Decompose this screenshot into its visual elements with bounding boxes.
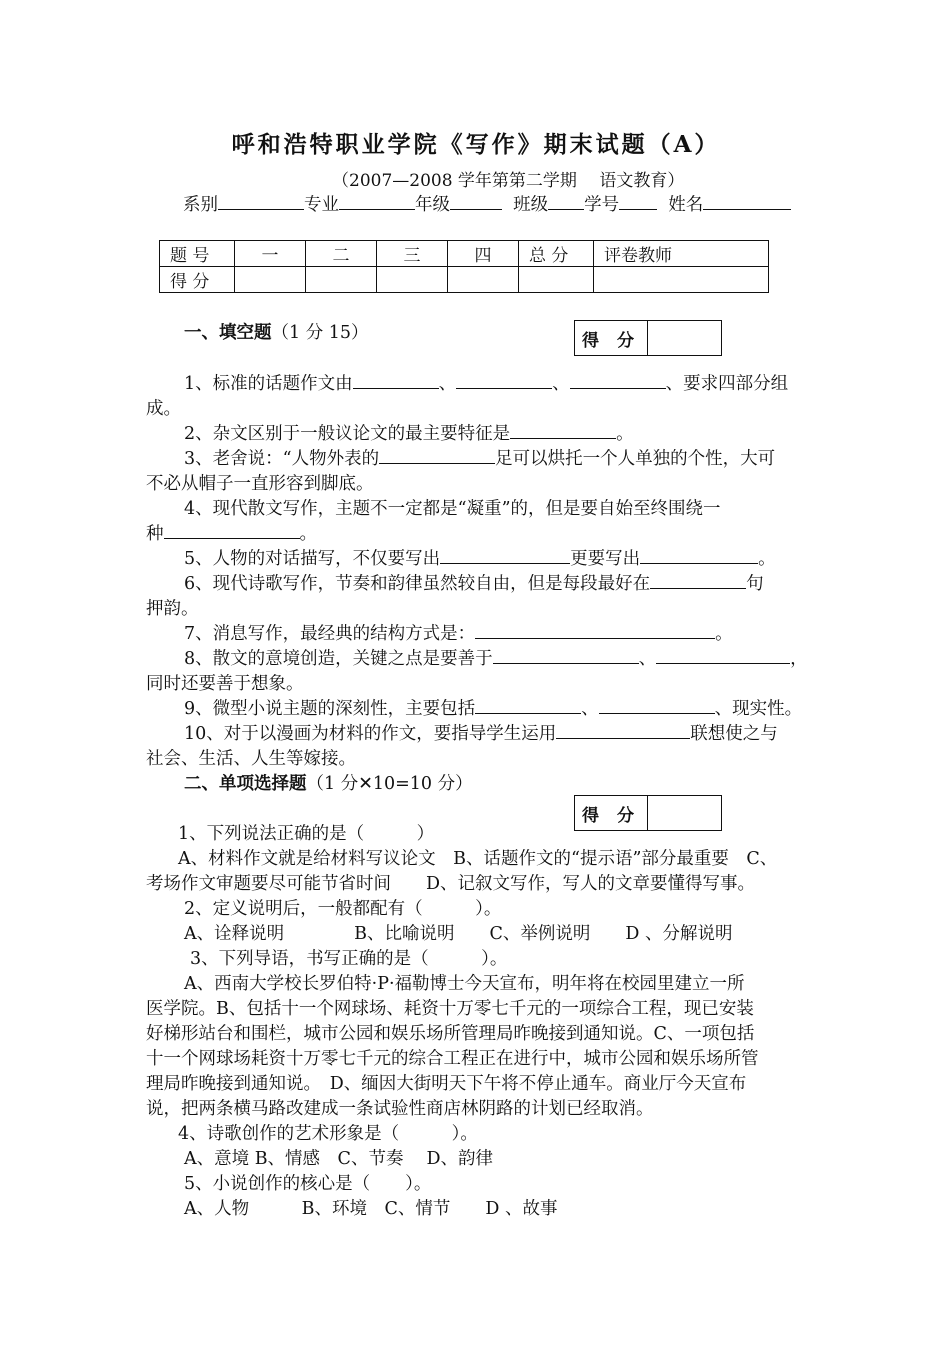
answer-blank[interactable] <box>640 545 758 564</box>
choice-q3-line: 理局昨晚接到通知说。 D、缅因大街明天下午将不停止通车。商业厅今天宣布 <box>146 1074 747 1094</box>
q8-text: 8、散文的意境创造，关键之点是要善于 <box>184 649 493 669</box>
q7-text: 7、消息写作，最经典的结构方式是： <box>184 624 476 644</box>
q1-sep: 、 <box>438 374 457 394</box>
answer-blank[interactable] <box>656 645 790 664</box>
fill-q7 <box>184 620 733 645</box>
fill-q4: 4、现代散文写作，主题不一定都是“凝重”的，但是要自始至终围绕一 <box>184 499 721 519</box>
sid-label: 学号 <box>584 195 620 215</box>
q1-text: 、要求四部分组 <box>665 374 789 394</box>
header-cell: 总 分 <box>519 241 594 267</box>
q1-text: 1、标准的话题作文由 <box>184 374 353 394</box>
score-cell[interactable] <box>306 267 377 293</box>
header-cell: 评卷教师 <box>594 241 769 267</box>
q10-text: 10、对于以漫画为材料的作文，要指导学生运用 <box>184 724 557 744</box>
answer-blank[interactable] <box>475 695 581 714</box>
q8-sep: ， <box>790 649 808 669</box>
answer-blank[interactable] <box>353 370 439 389</box>
header-cell: 二 <box>306 241 377 267</box>
section2-title: 二、单项选择题 <box>184 774 307 794</box>
q7-end: 。 <box>715 624 733 644</box>
q10-text: 联想使之与 <box>690 724 778 744</box>
q8-sep: 、 <box>638 649 657 669</box>
header-cell: 题 号 <box>160 241 235 267</box>
fill-q6 <box>184 570 764 595</box>
fill-q8 <box>184 645 808 670</box>
fill-q9 <box>184 695 802 720</box>
section1-heading <box>184 319 369 344</box>
header-cell: 四 <box>448 241 519 267</box>
choice-q3-line: 十一个网球场耗资十万零七千元的综合工程正在进行中，城市公园和娱乐场所管 <box>146 1049 759 1069</box>
score-cell[interactable] <box>377 267 448 293</box>
q3-text: 足可以烘托一个人单独的个性，大可 <box>495 449 776 469</box>
score-table-row <box>160 267 769 293</box>
section1-note: （1 分 15） <box>271 323 369 343</box>
choice-q5: 5、小说创作的核心是（ ）。 <box>184 1174 432 1194</box>
q2-end: 。 <box>616 424 634 444</box>
choice-q4-options: A、意境 B、情感 C、节奏 D、韵律 <box>184 1149 494 1169</box>
choice-q3-line: 说，把两条横马路改建成一条试验性商店林阴路的计划已经取消。 <box>146 1099 654 1119</box>
q1-sep: 、 <box>552 374 570 394</box>
major-label: 专业 <box>304 195 339 215</box>
choice-q4: 4、诗歌创作的艺术形象是（ ）。 <box>178 1124 478 1144</box>
header-cell: 三 <box>377 241 448 267</box>
score-cell[interactable] <box>519 267 594 293</box>
choice-q3-line: A、西南大学校长罗伯特·P·福勒博士今天宣布，明年将在校园里建立一所 <box>184 974 745 994</box>
answer-blank[interactable] <box>379 445 495 464</box>
dept-field[interactable] <box>218 191 304 210</box>
fill-q2 <box>184 420 634 445</box>
score-table <box>159 240 769 293</box>
fill-q1-cont: 成。 <box>146 399 181 419</box>
section1-score-box <box>574 320 722 356</box>
header-cell: 一 <box>235 241 306 267</box>
score-box-label: 得 分 <box>575 796 648 830</box>
answer-blank[interactable] <box>599 695 715 714</box>
answer-blank[interactable] <box>440 545 570 564</box>
score-box-field[interactable] <box>648 321 721 355</box>
q9-sep: 、 <box>581 699 599 719</box>
section1-title: 一、填空题 <box>184 323 272 343</box>
row-label: 得 分 <box>160 267 235 293</box>
exam-subtitle: （2007—2008 学年第第二学期 语文教育） <box>332 171 685 191</box>
answer-blank[interactable] <box>475 620 715 639</box>
fill-q10-cont: 社会、生活、人生等嫁接。 <box>146 749 356 769</box>
class-label: 班级 <box>513 195 549 215</box>
choice-q2: 2、定义说明后，一般都配有（ ）。 <box>184 899 502 919</box>
q2-text: 2、杂文区别于一般议论文的最主要特征是 <box>184 424 511 444</box>
grade-field[interactable] <box>450 191 502 210</box>
exam-title: 呼和浩特职业学院《写作》期末试题（A） <box>231 131 721 158</box>
choice-q3: 3、下列导语，书写正确的是（ ）。 <box>190 949 508 969</box>
q6-text: 6、现代诗歌写作，节奏和韵律虽然较自由，但是每段最好在 <box>184 574 651 594</box>
q4-end: 。 <box>299 524 317 544</box>
score-box-label: 得 分 <box>575 321 648 355</box>
q5-end: 。 <box>758 549 776 569</box>
score-table-header <box>160 241 769 267</box>
score-cell[interactable] <box>235 267 306 293</box>
student-info-row <box>183 191 791 216</box>
answer-blank[interactable] <box>650 570 746 589</box>
section2-score-box <box>574 795 722 831</box>
grade-label: 年级 <box>415 195 450 215</box>
major-field[interactable] <box>339 191 415 210</box>
q5-text: 更要写出 <box>570 549 641 569</box>
name-field[interactable] <box>703 191 791 210</box>
fill-q5 <box>184 545 776 570</box>
choice-q3-line: 医学院。B、包括十一个网球场、耗资十万零七千元的一项综合工程，现已安装 <box>146 999 754 1019</box>
fill-q3 <box>184 445 775 470</box>
score-cell[interactable] <box>594 267 769 293</box>
score-cell[interactable] <box>448 267 519 293</box>
q3-text: 3、老舍说：“人物外表的 <box>184 449 380 469</box>
class-field[interactable] <box>548 191 584 210</box>
answer-blank[interactable] <box>570 370 666 389</box>
answer-blank[interactable] <box>164 520 300 539</box>
answer-blank[interactable] <box>493 645 639 664</box>
choice-q1: 1、下列说法正确的是（ ） <box>178 824 435 844</box>
score-box-field[interactable] <box>648 796 721 830</box>
q6-text: 句 <box>746 574 764 594</box>
q9-text: 、现实性。 <box>714 699 803 719</box>
choice-q1-options: A、材料作文就是给材料写议论文 B、话题作文的“提示语”部分最重要 C、 <box>178 849 778 869</box>
choice-q3-line: 好梯形站台和围栏，城市公园和娱乐场所管理局昨晚接到通知说。C、一项包括 <box>146 1024 755 1044</box>
fill-q3-cont: 不必从帽子一直形容到脚底。 <box>146 474 374 494</box>
fill-q6-cont: 押韵。 <box>146 599 199 619</box>
choice-q1-options-cont: 考场作文审题要尽可能节省时间 D、记叙文写作，写人的文章要懂得写事。 <box>146 874 756 894</box>
answer-blank[interactable] <box>456 370 552 389</box>
section2-note: （1 分✕10=10 分） <box>306 774 473 794</box>
answer-blank[interactable] <box>510 420 616 439</box>
dept-label: 系别 <box>183 195 218 215</box>
answer-blank[interactable] <box>556 720 690 739</box>
q4-text: 种 <box>146 524 164 544</box>
name-label: 姓名 <box>668 195 704 215</box>
q9-text: 9、微型小说主题的深刻性，主要包括 <box>184 699 476 719</box>
fill-q4-cont <box>146 520 317 545</box>
q5-text: 5、人物的对话描写，不仅要写出 <box>184 549 441 569</box>
choice-q5-options: A、人物 B、环境 C、情节 D 、故事 <box>184 1199 558 1219</box>
fill-q10 <box>184 720 778 745</box>
choice-q2-options: A、诠释说明 B、比喻说明 C、举例说明 D 、分解说明 <box>184 924 733 944</box>
fill-q8-cont: 同时还要善于想象。 <box>146 674 304 694</box>
sid-field[interactable] <box>619 191 657 210</box>
section2-heading <box>184 770 473 795</box>
fill-q1 <box>184 370 788 395</box>
